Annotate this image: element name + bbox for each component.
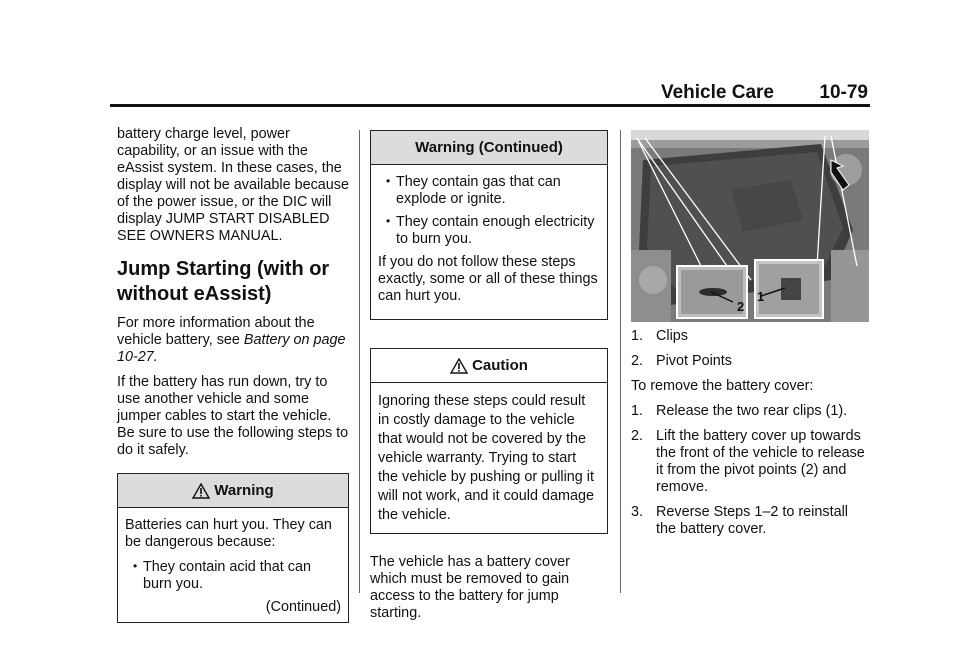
warning-continued-box — [370, 130, 608, 320]
callout-2: 2 — [737, 299, 745, 314]
section-title: Vehicle Care — [660, 82, 774, 103]
warning-body — [118, 508, 348, 622]
remove-cover-intro: To remove the battery cover: — [631, 378, 814, 394]
caution-body — [371, 383, 607, 533]
step-text: Release the two rear clips (1). — [656, 403, 848, 419]
warning-bullet: • They contain enough electricity to burn you. — [378, 214, 600, 248]
step-item — [631, 403, 869, 420]
caution-box — [370, 348, 608, 534]
battery-cover-illustration — [631, 130, 869, 322]
warning-continued-body — [371, 165, 607, 319]
caution-text: Ignoring these steps could result in costly damage to the vehicle that would not be covered by the vehicle warranty. Trying to start the vehicle by pushing or pulling it will not work, and it could damage the vehicle. — [378, 393, 594, 523]
jump-start-paragraph: If the battery has run down, try to use another vehicle and some jumper cables to start the vehicle. Be sure to use the following steps to do it safely. — [117, 374, 349, 458]
step-number: 1. — [631, 403, 644, 419]
column-divider — [620, 130, 621, 593]
figure-legend — [631, 328, 869, 370]
column-divider — [359, 130, 360, 593]
step-item — [631, 428, 869, 496]
warning-text: Batteries can hurt you. They can be dangerous because: — [125, 517, 332, 550]
legend-text: Clips — [656, 328, 688, 344]
step-text: Lift the battery cover up towards the front of the vehicle to release it from the pivot points (2) and remove. — [656, 428, 865, 495]
reference-link[interactable]: Battery on page 10-27. — [117, 332, 346, 365]
warning-bullets — [125, 559, 341, 593]
battery-cover-photo — [631, 130, 869, 322]
caution-title: Caution — [472, 357, 528, 374]
column-2 — [370, 124, 608, 630]
reference-text: For more information about the vehicle battery, see — [117, 315, 315, 348]
intro-paragraph: battery charge level, power capability, or an issue with the eAssist system. In these cases, the display will not be available because of the power issue, or the DIC will display JUMP START DISABLED SEE OWNERS MANUAL. — [117, 126, 349, 244]
caution-header — [371, 349, 607, 383]
section-heading: Jump Starting (with or without eAssist) — [117, 258, 330, 305]
callout-1: 1 — [757, 289, 765, 304]
column-1 — [117, 126, 349, 623]
warning-box — [117, 473, 349, 623]
legend-item — [631, 328, 869, 345]
header-rule — [110, 104, 870, 107]
step-number: 2. — [631, 428, 644, 444]
step-item — [631, 504, 869, 538]
remove-cover-steps — [631, 403, 869, 538]
warning-continued-text: If you do not follow these steps exactly, some or all of these things can hurt you. — [378, 254, 598, 304]
legend-number: 2. — [631, 353, 644, 369]
warning-title: Warning — [214, 482, 274, 499]
legend-number: 1. — [631, 328, 644, 344]
warning-bullet: • They contain gas that can explode or ignite. — [378, 174, 600, 208]
warning-continued-bullets — [378, 174, 600, 248]
battery-cover-paragraph: The vehicle has a battery cover which must be removed to gain access to the battery for jump starting. — [370, 554, 570, 621]
continued-label: (Continued) — [265, 599, 341, 615]
warning-header — [118, 474, 348, 508]
warning-bullet: • They contain acid that can burn you. — [125, 559, 341, 593]
page-number: 10-79 — [819, 82, 868, 103]
step-text: Reverse Steps 1–2 to reinstall the battery cover. — [656, 504, 848, 537]
step-number: 3. — [631, 504, 644, 520]
warning-continued-header: Warning (Continued) — [371, 131, 607, 165]
reference-paragraph — [117, 315, 349, 366]
page-header — [110, 80, 870, 106]
legend-item — [631, 353, 869, 370]
warning-triangle-icon — [192, 483, 210, 499]
column-3 — [631, 126, 869, 546]
caution-triangle-icon — [450, 358, 468, 374]
legend-text: Pivot Points — [656, 353, 732, 369]
